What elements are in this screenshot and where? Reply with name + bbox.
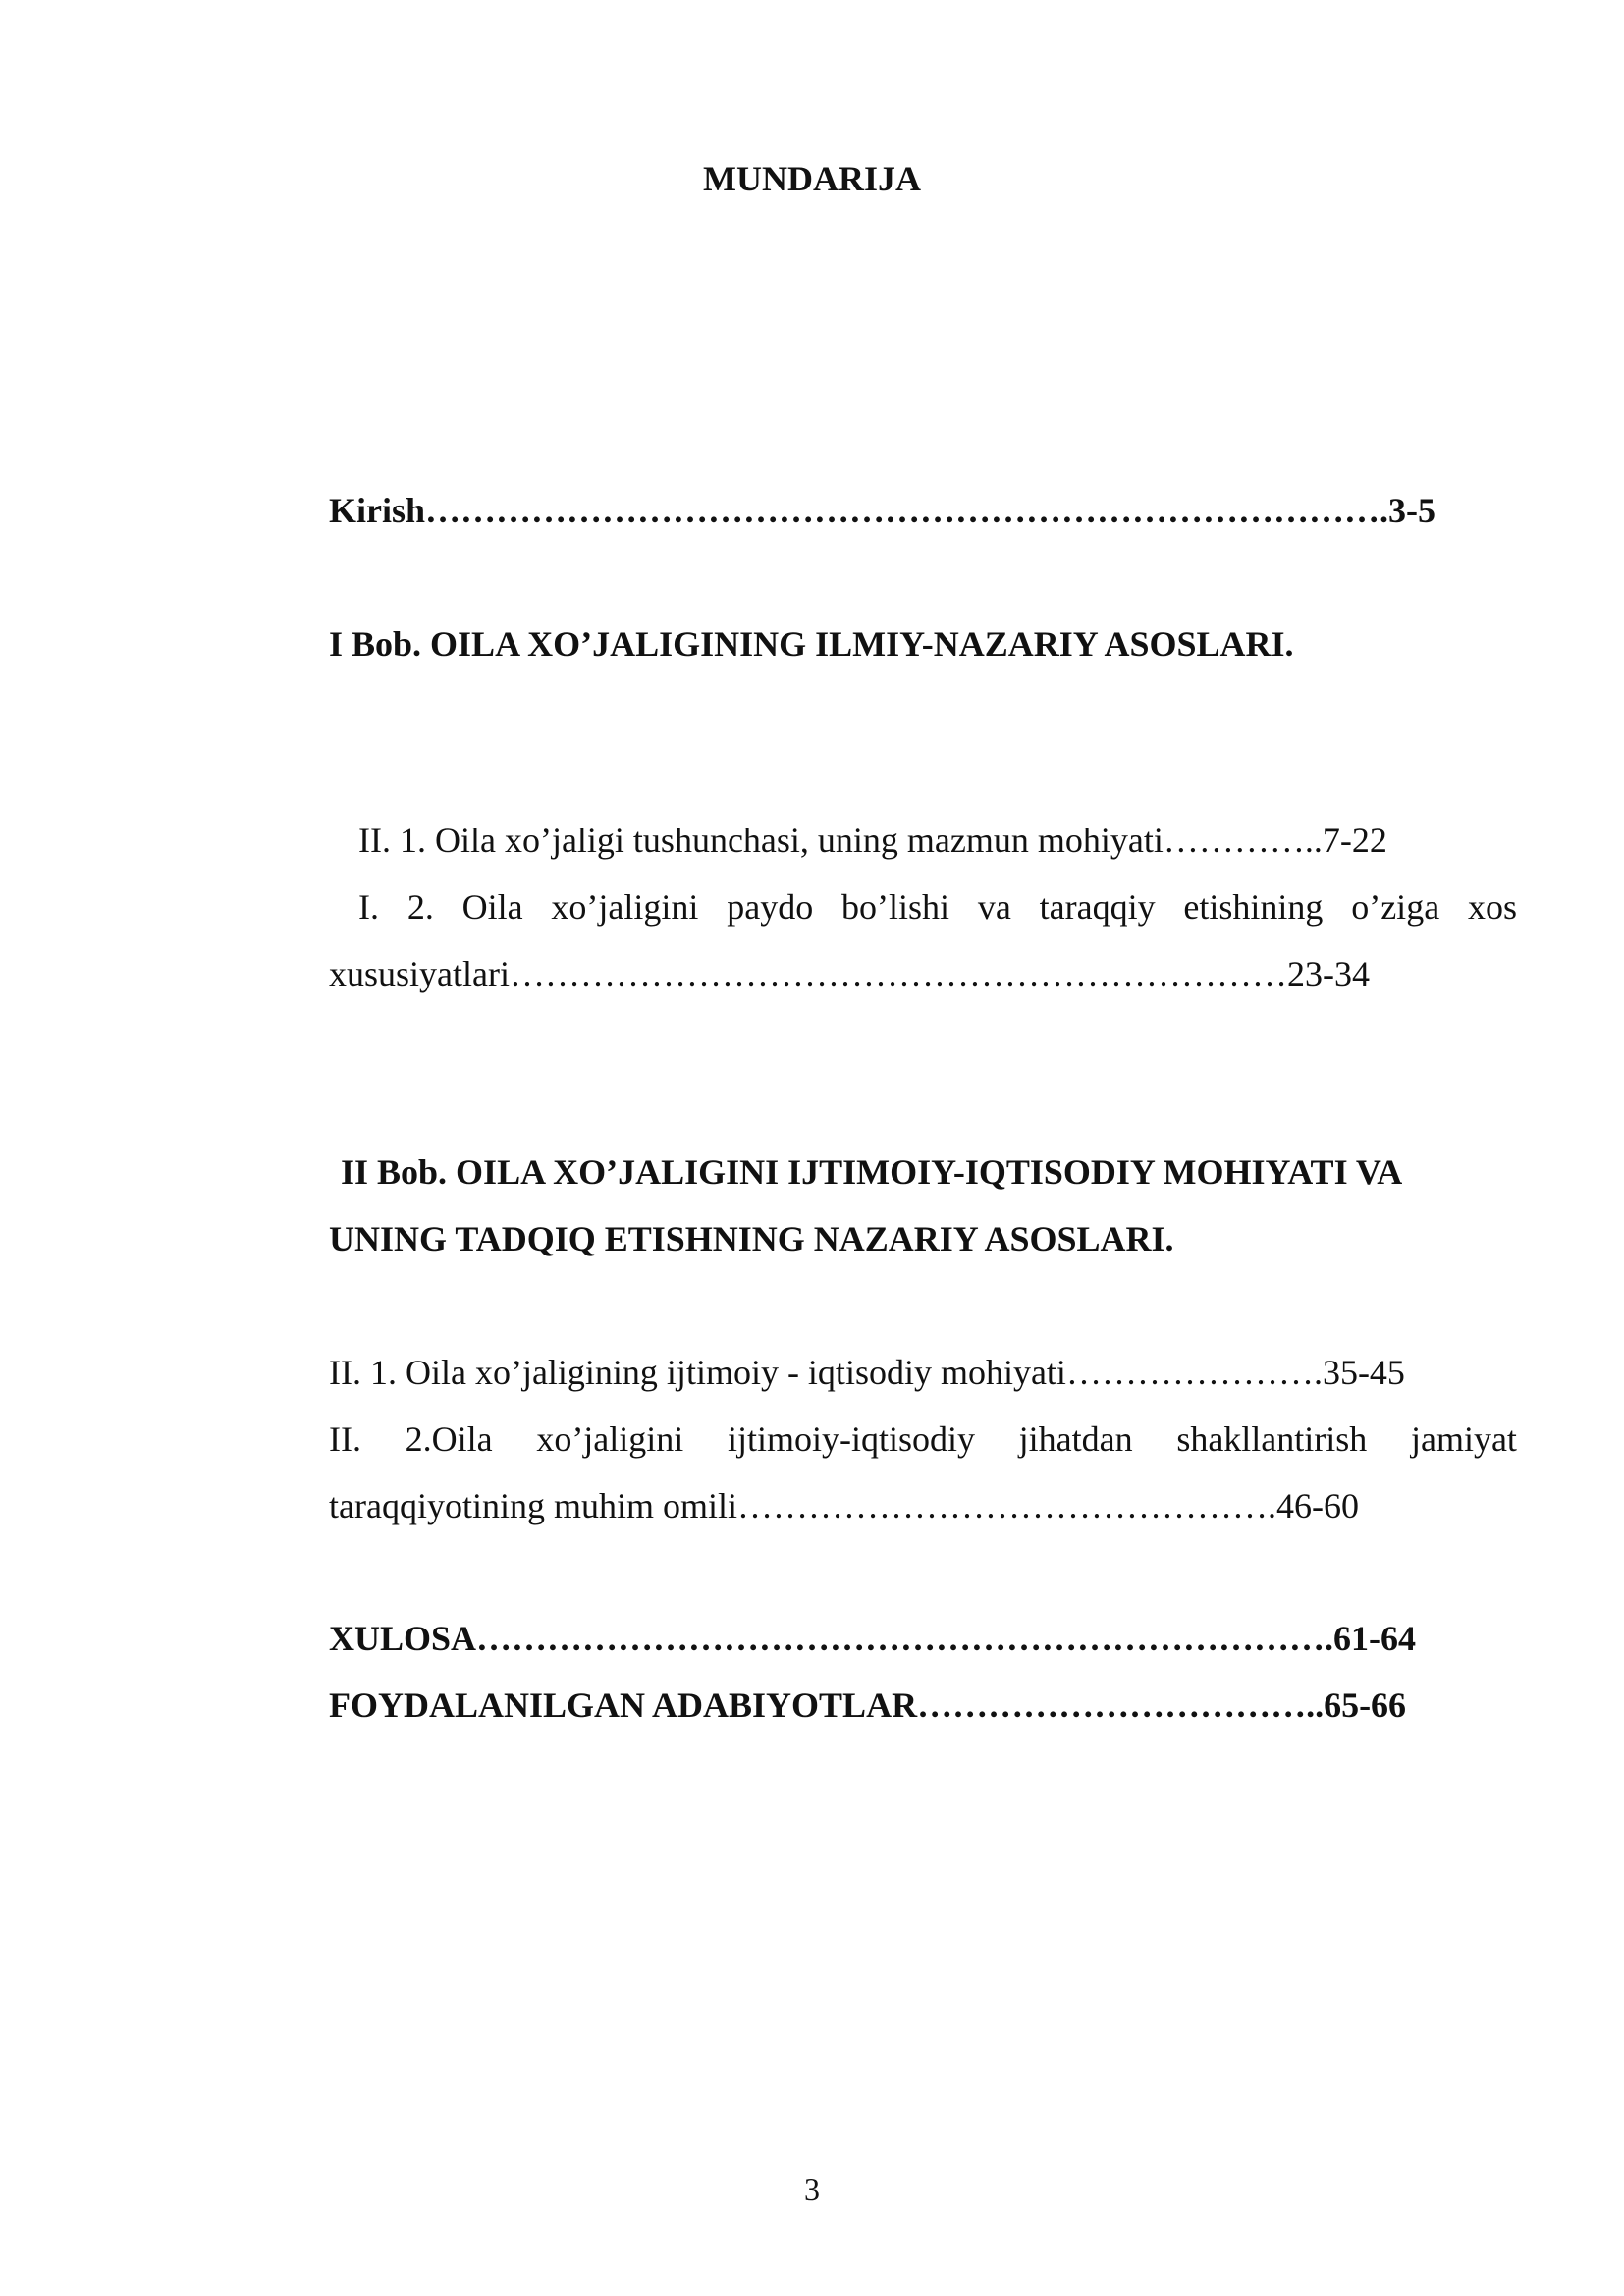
- toc-word: taraqqiy: [1039, 887, 1156, 927]
- toc-entry-chapter-1-section-2-line-1: [358, 883, 1517, 931]
- chapter-2-heading-line-2: UNING TADQIQ ETISHNING NAZARIY ASOSLARI.: [329, 1219, 1174, 1258]
- toc-word: etishining: [1183, 887, 1324, 927]
- toc-word: xo’jaligini: [536, 1419, 684, 1459]
- toc-entry-xulosa: XULOSA……………………………………………………………….61-64: [329, 1619, 1417, 1658]
- toc-entry-chapter-2-section-1: II. 1. Oila xo’jaligining ijtimoiy - iqtisodiy mohiyati………………….35-45: [329, 1353, 1405, 1392]
- toc-word: bo’lishi: [841, 887, 950, 927]
- toc-word: shakllantirish: [1176, 1419, 1368, 1459]
- toc-word: ijtimoiy-iqtisodiy: [727, 1419, 975, 1459]
- toc-entry-bibliography: FOYDALANILGAN ADABIYOTLAR……………………………..65-66: [329, 1685, 1407, 1725]
- toc-entry-chapter-1-section-2-line-2: xususiyatlari…………………………………………………………23-34: [329, 954, 1370, 993]
- toc-entry-chapter-2-section-2-line-2: taraqqiyotining muhim omili……………………………………….46-60: [329, 1486, 1359, 1525]
- toc-word: paydo: [727, 887, 814, 927]
- page-number: 3: [804, 2171, 820, 2207]
- chapter-2-heading-line-1: II Bob. OILA XO’JALIGINI IJTIMOIY-IQTISODIY MOHIYATI VA: [341, 1152, 1403, 1192]
- toc-word: xo’jaligini: [551, 887, 699, 927]
- toc-word: o’ziga: [1351, 887, 1440, 927]
- toc-word: II.: [329, 1419, 361, 1459]
- toc-word: xos: [1467, 887, 1517, 927]
- toc-entry-kirish: Kirish……………………………………………………………………….3-5: [329, 491, 1436, 530]
- toc-word: I.: [358, 887, 379, 927]
- toc-word: jamiyat: [1410, 1419, 1517, 1459]
- toc-word: va: [977, 887, 1011, 927]
- toc-word: 2.Oila: [405, 1419, 493, 1459]
- toc-entry-chapter-2-section-2-line-1: [329, 1415, 1517, 1463]
- toc-entry-chapter-1-section-1: II. 1. Oila xo’jaligi tushunchasi, uning mazmun mohiyati…………..7-22: [358, 821, 1387, 860]
- toc-word: 2.: [406, 887, 434, 927]
- chapter-1-heading: I Bob. OILA XO’JALIGINING ILMIY-NAZARIY ASOSLARI.: [329, 624, 1294, 664]
- page-title: MUNDARIJA: [703, 159, 921, 198]
- toc-word: jihatdan: [1018, 1419, 1133, 1459]
- toc-word: Oila: [461, 887, 523, 927]
